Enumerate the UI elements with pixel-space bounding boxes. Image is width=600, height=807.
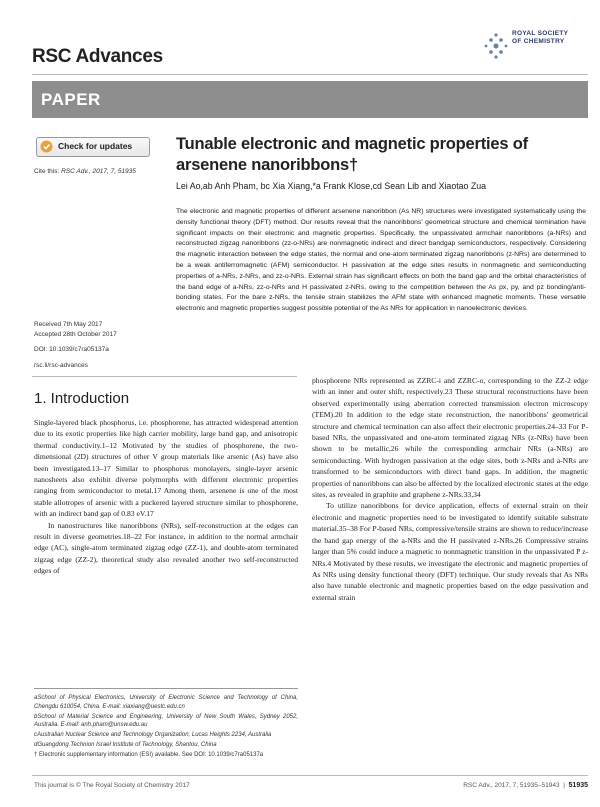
footer-divider [32,775,588,776]
article-type-bar [32,81,588,118]
article-type-label: PAPER [41,90,101,109]
page-number: 51935 [568,782,588,789]
accepted-date: Accepted 28th October 2017 [34,330,117,338]
doi-link[interactable]: DOI: 10.1039/c7ra05137a [34,346,109,353]
abstract: The electronic and magnetic properties of different arsenene nanoribbon (As NR) structures were investigated systematically using the density functional theory (DFT) method. Our results reveal that the nanoribbons' geometrical structure and chemical termination have significant impacts on their electronic and magnetic properties. Specifically, the unpassivated armchair nanoribbons (a-NRs) and reconstructed zigzag nanoribbons (zz-o-NRs) are nonmagnetic indirect and direct bandgap semiconductors, respectively. Considering the magnetic interaction between the edge states, the normal and one-atom terminated zigzag nanoribbons (z-NRs) are determined to be a weak antiferromagnetic (AFM) semiconductor. H passivation at the edge sites results in nonmagnetic and semiconducting properties of a-NRs, z-NRs, and zz-o-NRs. External strain has significant effects on both the band gap and the orbital characteristics of the band edge of a-NRs, zz-o-NRs and H passivated z-NRs, owing to the competition between the As px, py, and pz bonding/anti-bonding states. For the bare z-NRs, the tensile strain stabilizes the AFM state with enhanced magnetic moments. These versatile electronic and magnetic properties suggest possible potential of the As NRs for application in nanoelectronic devices. [176,208,586,313]
article-history [34,320,117,370]
rsc-logo-text: ROYAL SOCIETY OF CHEMISTRY [512,30,569,45]
copyright-notice: This journal is © The Royal Society of Chemistry 2017 [34,782,190,789]
section-heading: 1. Introduction [34,390,130,407]
paragraph: In nanostructures like nanoribbons (NRs), self-reconstruction at the edges can result in diverse geometries.18–22 For instance, in addition to the normal armchair edge (AC), single-atom terminated zigzag edge (ZZ-1), and double-atom terminated zigzag edge (ZZ-2), theoretical study also revealed another two self-reconstructed edges of [34,520,298,576]
footnotes [34,694,298,761]
updates-icon [40,140,53,153]
cite-label: Cite this: [34,168,60,175]
body-column-right [312,375,588,603]
footnote: bSchool of Material Science and Engineering, University of New South Wales, Sydney 2052, Australia. E-mail: anh.pham@unsw.edu.au [34,713,298,729]
citation-range: RSC Adv., 2017, 7, 51935–51943 [463,782,560,789]
header-divider [32,74,588,75]
footnote: † Electronic supplementary information (ESI) available. See DOI: 10.1039/c7ra05137a [34,751,264,758]
updates-label[interactable]: Check for updates [58,141,133,151]
cite-this [34,168,136,175]
article-title: Tunable electronic and magnetic properties of arsenene nanoribbons† [176,135,528,174]
body-column-left [34,417,298,577]
footnote: dGuangdong Technion Israel Institute of Technology, Shantou, China [34,741,217,748]
section-divider [32,376,297,377]
journal-title: RSC Advances [32,46,163,67]
page-reference: RSC Adv., 2017, 7, 51935–51943 | 51935 [463,782,588,789]
paragraph: To utilize nanoribbons for device application, effects of external strain on their electronic and magnetic properties need to be investigated to identify suitable substrate material.35–38 For P-based NRs, compressive/tensile strains are shown to reduce/increase the band gap energy of the a-NRs and the H passivated z-NRs.26 Compressive strains larger than 5% could induce a magnetic to nonmagnetic transition in the unpassivated P z-NRs.4 Motivated by these results, we investigate the electronic and magnetic properties of As NRs using density functional theory (DFT) technique. Our study reveals that As NRs also have tunable electronic and magnetic properties based on the edge passivation and external strain [312,501,588,602]
footnote: cAustralian Nuclear Science and Technology Organization, Lucas Heights 2234, Australia [34,732,272,739]
author-list: Lei Ao,ab Anh Pham, bc Xia Xiang,*a Frank Klose,cd Sean Lib and Xiaotao Zua [176,181,487,191]
journal-url[interactable]: rsc.li/rsc-advances [34,361,88,369]
footnote: aSchool of Physical Electronics, University of Electronic Science and Technology of China, Chengdu 610054, China. E-mail: xiaxiang@uestc.edu.cn [34,695,298,710]
footnote-divider [34,688,298,689]
paragraph: Single-layered black phosphorus, i.e. phosphorene, has attracted widespread attention due to its exotic properties like high carrier mobility, large band gap, and anisotropic thermal conductivity.1–12 Motivated by the studies of phosphorene, the two-dimensional (2D) structures of other V group materials like arsenic (As) have also been investigated.13–17 Similar to phosphorus monolayers, single-layer arsenic nanosheets also exhibit diverse polymorphs with different electronic properties ranging from semiconductor to metal.17 Among them, arsenene is one of the most stable allotropes of arsenic with a puckered layered structure similar to phosphorene, with an indirect band gap of 0.83 eV.17 [34,418,298,519]
paragraph: phosphorene NRs represented as ZZRC-i and ZZRC-o, corresponding to the ZZ-2 edge with an inner and outer shift, respectively.23 These structural reconstructions have been observed experimentally using aberration corrected transmission electron microscopy (TEM).20 In addition to the edge state reconstruction, the nanoribbons' geometrical structure and chemical termination can also affect their electronic properties.24–33 For P-based NRs, the unpassivated and one-atom terminated zigzag NRs (z-NRs) have been shown to be metallic,26 while the corresponding armchair NRs (a-NRs) are semiconducting. With hydrogen passivation at the edge sites, both z-NRs and a-NRs are transformed to be semiconductors with direct band gaps. In addition, the magnetic properties of nanoribbons can also be affected by the localized electronic states at the edge sites, as revealed in graphite and graphene z-NRs.33,34 [312,376,588,500]
cite-ref: RSC Adv., 2017, 7, 51935 [61,168,136,175]
received-date: Received 7th May 2017 [34,321,103,328]
